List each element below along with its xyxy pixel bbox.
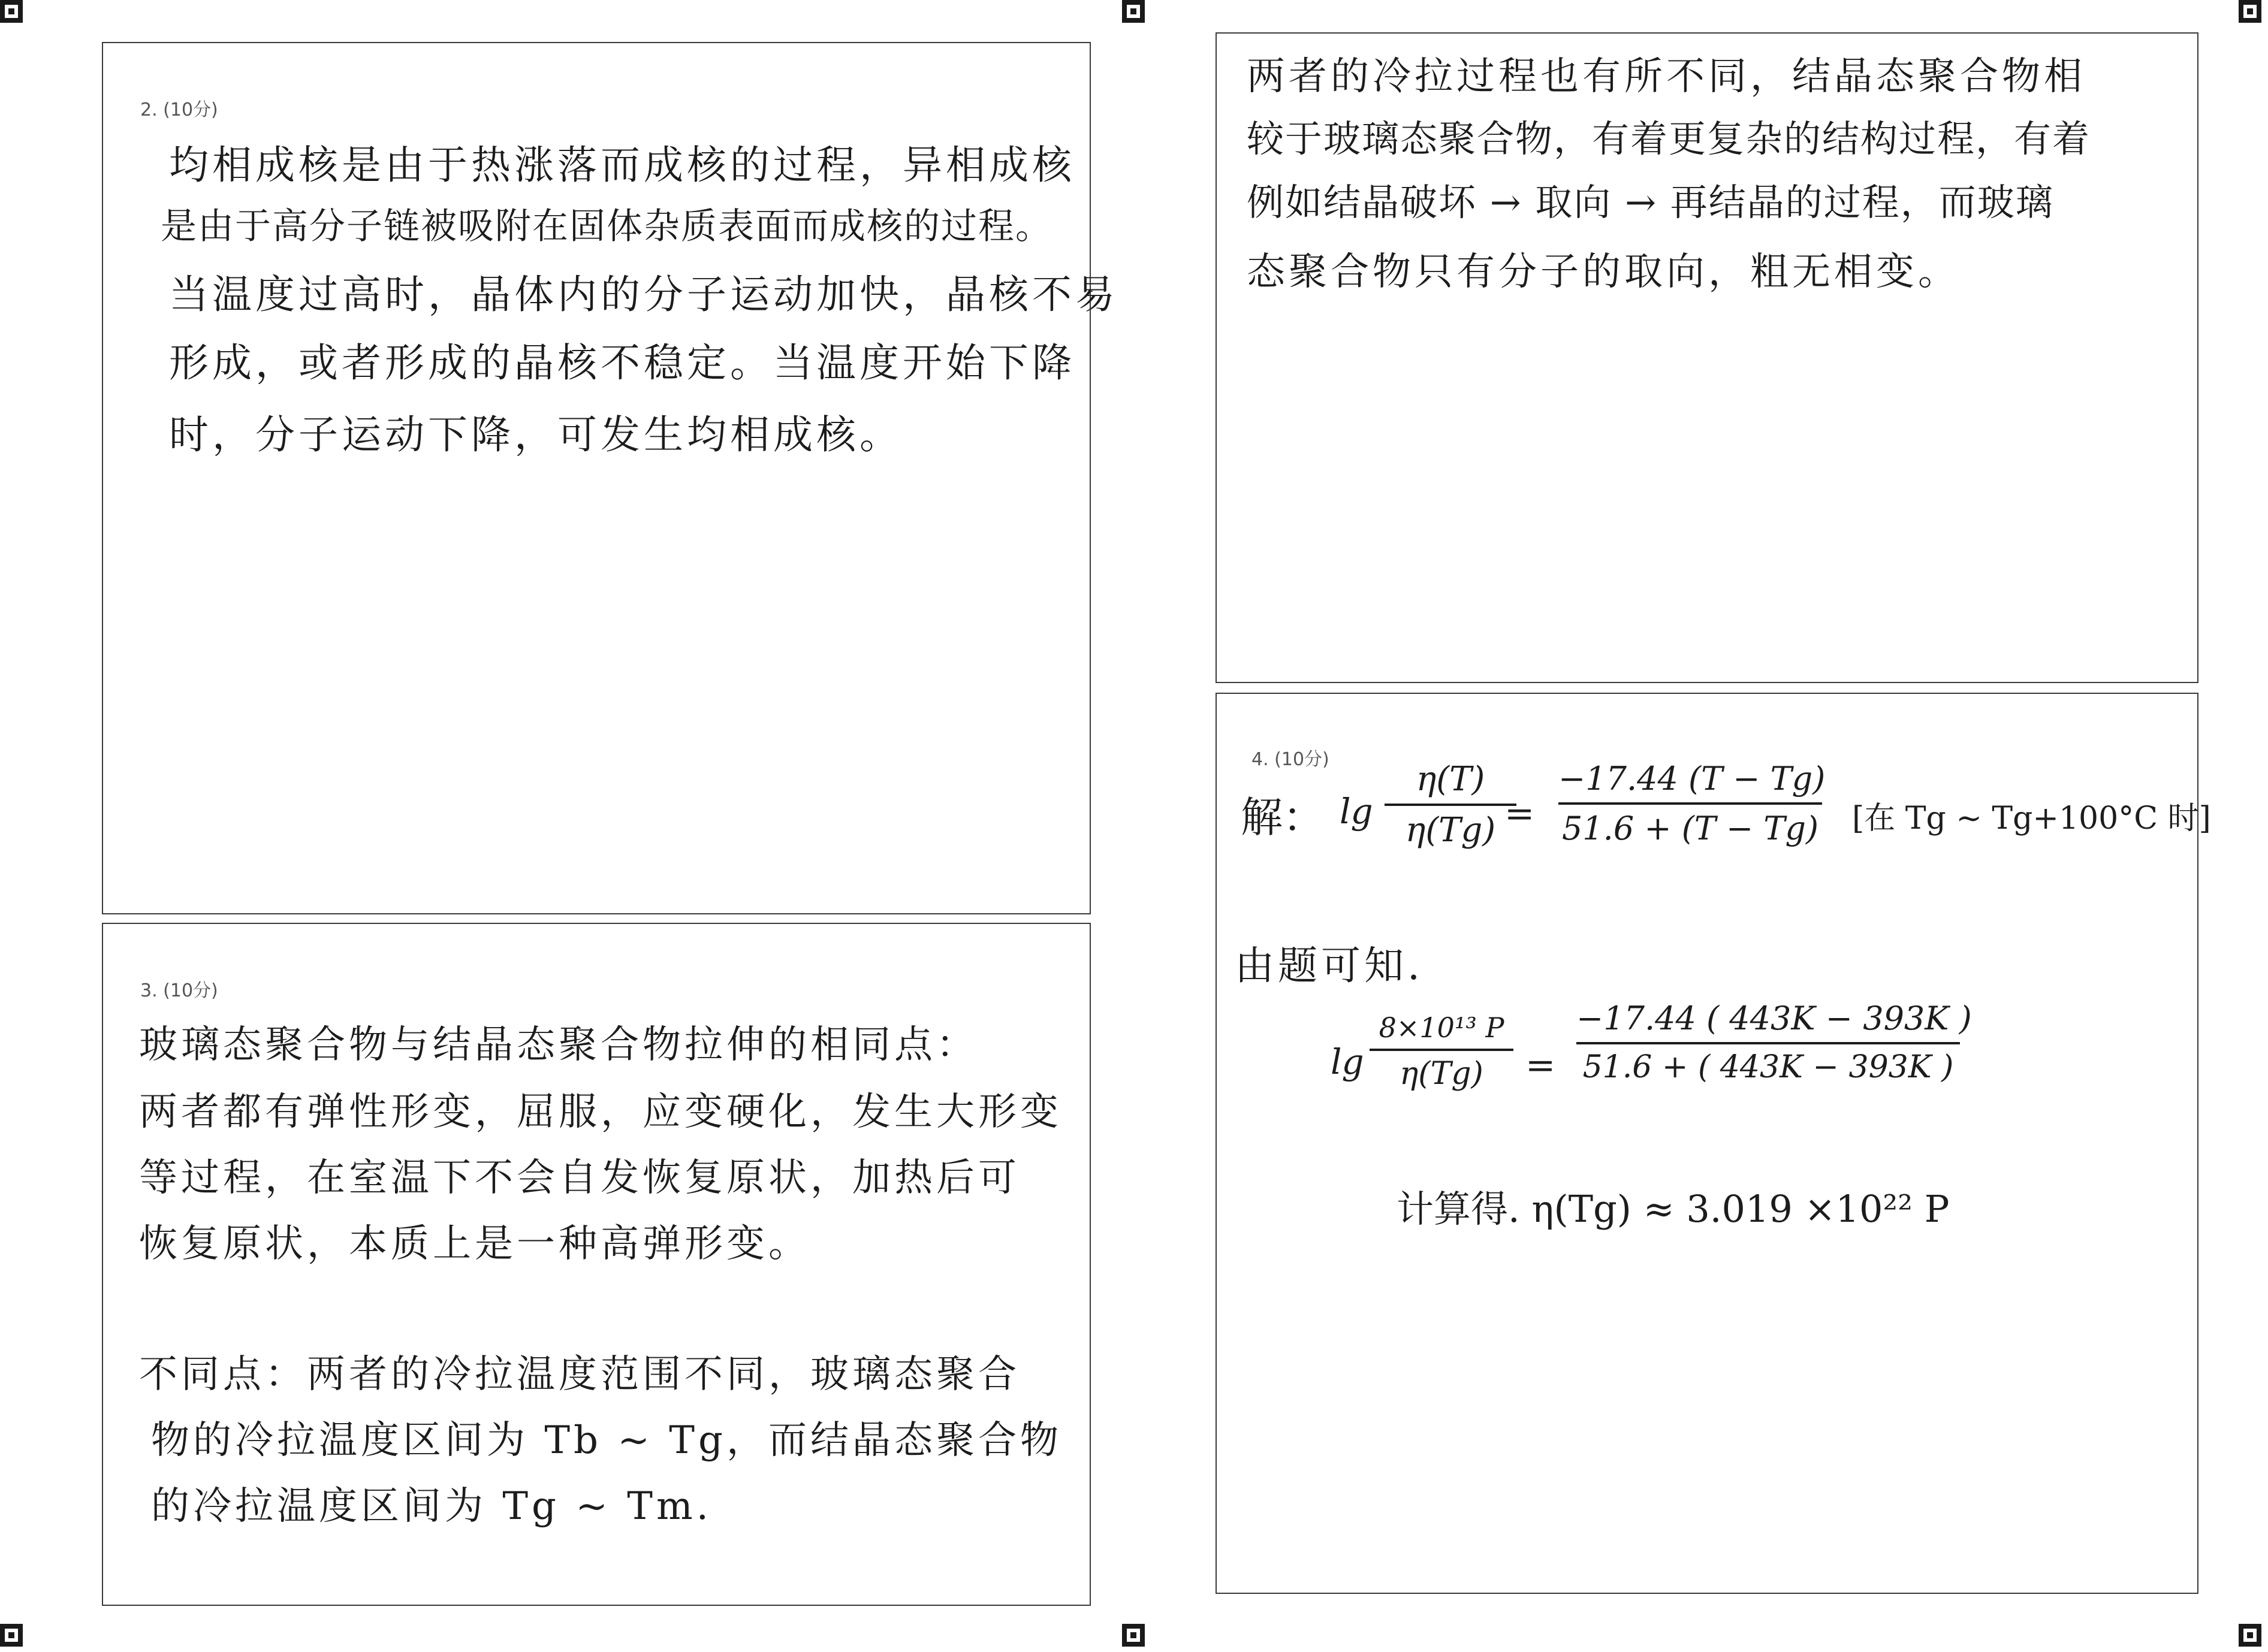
answer-line: 态聚合物只有分子的取向，粗无相变。 (1247, 250, 1960, 294)
answer-line: 时，分子运动下降，可发生均相成核。 (169, 412, 903, 458)
fraction-bar (1370, 1049, 1513, 1051)
equation-2-left-fraction (1370, 1011, 1513, 1092)
answer-line: 形成，或者形成的晶核不稳定。当温度开始下降 (169, 340, 1075, 386)
validity-condition: [在 Tg ~ Tg+100°C 时] (1852, 801, 2211, 836)
fraction-bar (1576, 1042, 1960, 1044)
numerator: −17.44 ( 443K − 393K ) (1576, 999, 1972, 1037)
answer-line: 等过程，在室温下不会自发恢复原状，加热后可 (139, 1156, 1020, 1200)
corner-marker-bottom-center (1122, 1624, 1145, 1647)
answer-line: 均相成核是由于热涨落而成核的过程，异相成核 (169, 142, 1075, 188)
equation-1-left-fraction (1385, 760, 1516, 850)
corner-marker-bottom-right (2239, 1624, 2261, 1647)
denominator: 51.6 + ( 443K − 393K ) (1582, 1049, 1954, 1085)
equals-sign: = (1525, 1044, 1556, 1086)
answer-line: 玻璃态聚合物与结晶态聚合物拉伸的相同点： (139, 1023, 978, 1067)
answer-box-q2 (102, 42, 1118, 914)
result-line: 计算得. η(Tg) ≈ 3.019 ×10²² P (1397, 1187, 1950, 1231)
answer-line: 两者都有弹性形变，屈服，应变硬化，发生大形变 (139, 1090, 1062, 1134)
corner-marker-top-center (1122, 0, 1145, 23)
answer-box-q4 (1216, 693, 2211, 1594)
answer-box-q3 (102, 923, 1091, 1606)
fraction-bar (1385, 804, 1516, 806)
log-symbol: lg (1331, 1041, 1364, 1082)
question-label: 3. (10分) (140, 980, 218, 1001)
corner-marker-top-left (0, 0, 23, 23)
answer-line: 的冷拉温度区间为 Tg ~ Tm. (151, 1484, 713, 1529)
fraction-bar (1558, 802, 1822, 805)
denominator: η(Tg) (1405, 811, 1496, 850)
answer-line: 两者的冷拉过程也有所不同，结晶态聚合物相 (1247, 55, 2086, 99)
question-label: 2. (10分) (140, 99, 218, 120)
corner-marker-top-right (2239, 0, 2261, 23)
question-label: 4. (10分) (1251, 749, 1329, 770)
answer-line: 较于玻璃态聚合物，有着更复杂的结构过程，有着 (1247, 117, 2091, 161)
answer-line: 例如结晶破坏 → 取向 → 再结晶的过程，而玻璃 (1247, 180, 2054, 224)
corner-marker-bottom-left (0, 1624, 23, 1647)
solution-prefix: 解： (1241, 793, 1325, 842)
denominator: 51.6 + (T − Tg) (1561, 810, 1819, 847)
denominator: η(Tg) (1400, 1056, 1483, 1092)
answer-line: 当温度过高时，晶体内的分子运动加快，晶核不易 (169, 271, 1118, 318)
equation-1-right-fraction (1558, 760, 1826, 847)
numerator: −17.44 (T − Tg) (1558, 760, 1826, 798)
log-symbol: lg (1340, 791, 1373, 832)
answer-line: 恢复原状，本质上是一种高弹形变。 (139, 1222, 810, 1266)
equals-sign: = (1504, 793, 1535, 835)
answer-box-q3-continued (1216, 32, 2198, 683)
equation-2-right-fraction (1576, 999, 1972, 1085)
numerator: 8×10¹³ P (1379, 1011, 1504, 1044)
answer-line: 不同点：两者的冷拉温度范围不同，玻璃态聚合 (139, 1352, 1020, 1397)
answer-line: 是由于高分子链被吸附在固体杂质表面而成核的过程。 (161, 206, 1052, 247)
numerator: η(T) (1416, 760, 1485, 799)
given-statement: 由题可知. (1235, 943, 1423, 989)
answer-line: 物的冷拉温度区间为 Tb ~ Tg，而结晶态聚合物 (151, 1418, 1062, 1463)
